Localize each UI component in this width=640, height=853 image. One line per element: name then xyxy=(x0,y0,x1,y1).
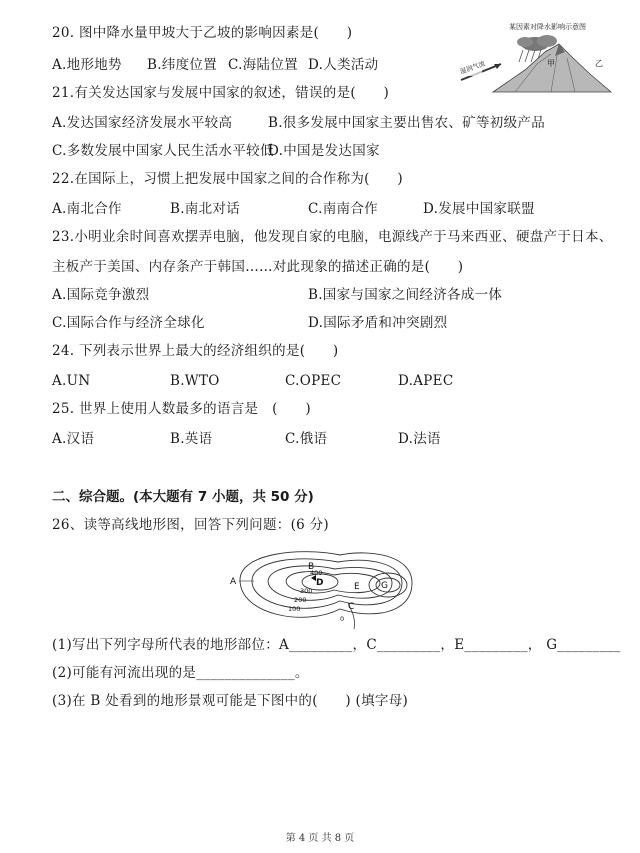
contour-100 xyxy=(252,559,402,608)
wind-label: 湿润气流 xyxy=(458,59,487,76)
elev-200: 200 xyxy=(294,596,307,604)
elev-100: 100 xyxy=(288,605,301,613)
elev-0: 0 xyxy=(340,615,345,623)
question-22-stem: 22.在国际上，习惯上把发展中国家之间的合作称为( ) xyxy=(52,171,403,187)
contour-map xyxy=(230,545,420,635)
q21-option-d: D.中国是发达国家 xyxy=(268,143,380,159)
rain-figure xyxy=(455,22,613,94)
question-24-stem: 24. 下列表示世界上最大的经济组织的是( ) xyxy=(52,343,339,359)
q22-option-d: D.发展中国家联盟 xyxy=(423,201,535,217)
q22-option-b: B.南北对话 xyxy=(170,201,241,217)
q20-option-c: C.海陆位置 xyxy=(228,57,298,73)
rain-figure-drawing xyxy=(455,22,613,94)
q20-option-a: A.地形地势 xyxy=(52,57,122,73)
q23-option-d: D.国际矛盾和冲突剧烈 xyxy=(308,315,448,331)
q20-option-b: B.纬度位置 xyxy=(147,57,218,73)
label-yi: 乙 xyxy=(595,59,603,68)
q20-option-d: D.人类活动 xyxy=(308,57,379,73)
q21-option-b: B.很多发展中国家主要出售农、矿等初级产品 xyxy=(268,115,546,131)
q26-sub-3: (3)在 B 处看到的地形景观可能是下图中的( ) (填字母) xyxy=(52,693,409,709)
q24-option-d: D.APEC xyxy=(398,373,454,389)
section-title: 二、综合题。(本大题有 7 小题，共 50 分) xyxy=(52,489,314,505)
question-20-stem: 20. 图中降水量甲坡大于乙坡的影响因素是( ) xyxy=(52,25,353,41)
q23-option-c: C.国际合作与经济全球化 xyxy=(52,315,205,331)
question-23-stem-line-1: 23.小明业余时间喜欢摆弄电脑，他发现自家的电脑，电源线产于马来西亚、硬盘产于日本、 xyxy=(52,229,613,245)
q21-option-c: C.多数发展中国家人民生活水平较低 xyxy=(52,143,274,159)
q22-option-c: C.南南合作 xyxy=(308,201,378,217)
rain-figure-title: 某因素对降水影响示意图 xyxy=(509,23,586,31)
label-jia: 甲 xyxy=(547,59,555,68)
q24-option-a: A.UN xyxy=(52,373,91,389)
question-21-stem: 21.有关发达国家与发展中国家的叙述，错误的是( ) xyxy=(52,85,390,101)
q25-option-d: D.法语 xyxy=(398,431,441,447)
q25-option-b: B.英语 xyxy=(170,431,213,447)
q24-option-b: B.WTO xyxy=(170,373,220,389)
map-letter-e: E xyxy=(354,582,360,592)
elev-400: 400 xyxy=(310,569,323,577)
map-letter-b: B xyxy=(308,562,315,572)
question-26-stem: 26、读等高线地形图，回答下列问题：(6 分) xyxy=(52,517,329,533)
map-letter-g: G xyxy=(381,581,388,591)
map-letter-d: D xyxy=(316,578,324,588)
q23-option-a: A.国际竞争激烈 xyxy=(52,287,150,303)
map-letter-a: A xyxy=(230,577,237,587)
q22-option-a: A.南北合作 xyxy=(52,201,122,217)
question-25-stem: 25. 世界上使用人数最多的语言是 ( ) xyxy=(52,401,311,417)
q25-option-a: A.汉语 xyxy=(52,431,95,447)
q21-option-a: A.发达国家经济发展水平较高 xyxy=(52,115,233,131)
q24-option-c: C.OPEC xyxy=(285,373,342,389)
question-23-stem-line-2: 主板产于美国、内存条产于韩国……对此现象的描述正确的是( ) xyxy=(52,259,464,275)
q25-option-c: C.俄语 xyxy=(285,431,328,447)
q23-option-b: B.国家与国家之间经济各成一体 xyxy=(308,287,503,303)
elev-300: 300 xyxy=(300,587,313,595)
contour-peak-g-outer xyxy=(369,573,407,597)
page-footer: 第 4 页 共 8 页 xyxy=(285,833,355,844)
map-letter-c: C xyxy=(348,602,355,612)
q26-sub-1: (1)写出下列字母所代表的地形部位：A_________，C_________，E_________， G_________ xyxy=(52,637,621,653)
q26-sub-2: (2)可能有河流出现的是______________。 xyxy=(52,665,309,681)
